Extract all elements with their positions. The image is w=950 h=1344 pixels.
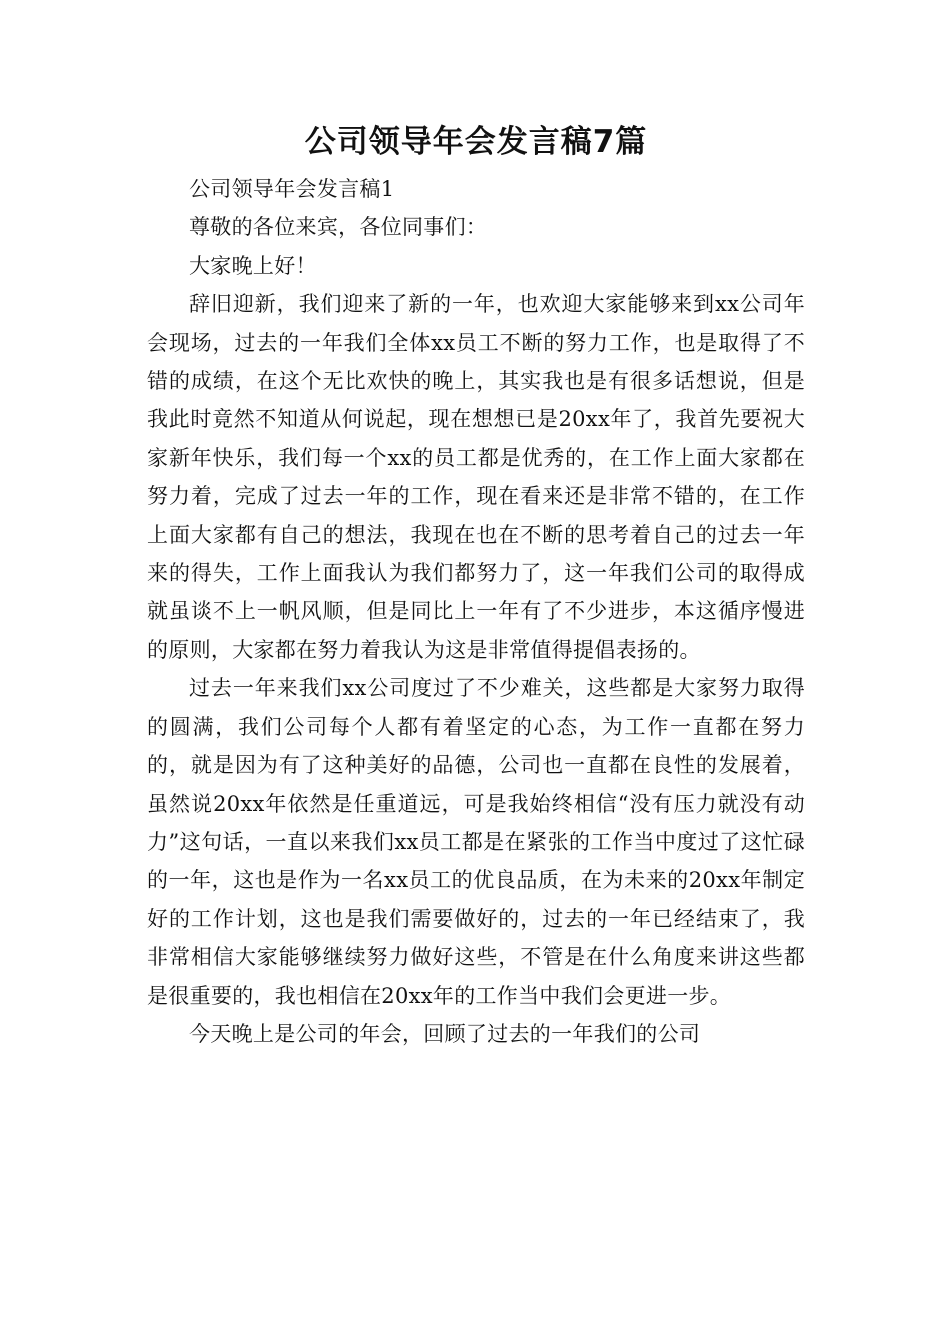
subtitle-paragraph: 公司领导年会发言稿1	[189, 177, 395, 201]
body-paragraph-3: 今天晚上是公司的年会，回顾了过去的一年我们的公司	[189, 1021, 701, 1046]
salutation-paragraph: 尊敬的各位来宾，各位同事们：	[189, 215, 488, 240]
document-title: 公司领导年会发言稿7篇	[304, 124, 648, 160]
body-paragraph-2: 过去一年来我们xx公司度过了不少难关，这些都是大家努力取得的圆满，我们公司每个人都有着坚定的心态，为工作一直都在努力的，就是因为有了这种美好的品德，公司也一直都在良性的发展着，虽然说20xx年依然是任重道远，可是我始终相信“没有压力就没有动力”这句话，一直以来我们xx员工都是在紧张的工作当中度过了这忙碌的一年，这也是作为一名xx员工的优良品质，在为未来的20xx年制定好的工作计划，这也是我们需要做好的，过去的一年已经结束了，我非常相信大家能够继续努力做好这些，不管是在什么角度来讲这些都是很重要的，我也相信在20xx年的工作当中我们会更进一步。	[147, 676, 805, 1008]
body-paragraph-1: 辞旧迎新，我们迎来了新的一年，也欢迎大家能够来到xx公司年会现场，过去的一年我们全体xx员工不断的努力工作，也是取得了不错的成绩，在这个无比欢快的晚上，其实我也是有很多话想说，但是我此时竟然不知道从何说起，现在想想已是20xx年了，我首先要祝大家新年快乐，我们每一个xx的员工都是优秀的，在工作上面大家都在努力着，完成了过去一年的工作，现在看来还是非常不错的，在工作上面大家都有自己的想法，我现在也在不断的思考着自己的过去一年来的得失，工作上面我认为我们都努力了，这一年我们公司的取得成就虽谈不上一帆风顺，但是同比上一年有了不少进步，本这循序慢进的原则，大家都在努力着我认为这是非常值得提倡表扬的。	[147, 292, 805, 662]
greeting-paragraph: 大家晚上好！	[189, 253, 317, 278]
